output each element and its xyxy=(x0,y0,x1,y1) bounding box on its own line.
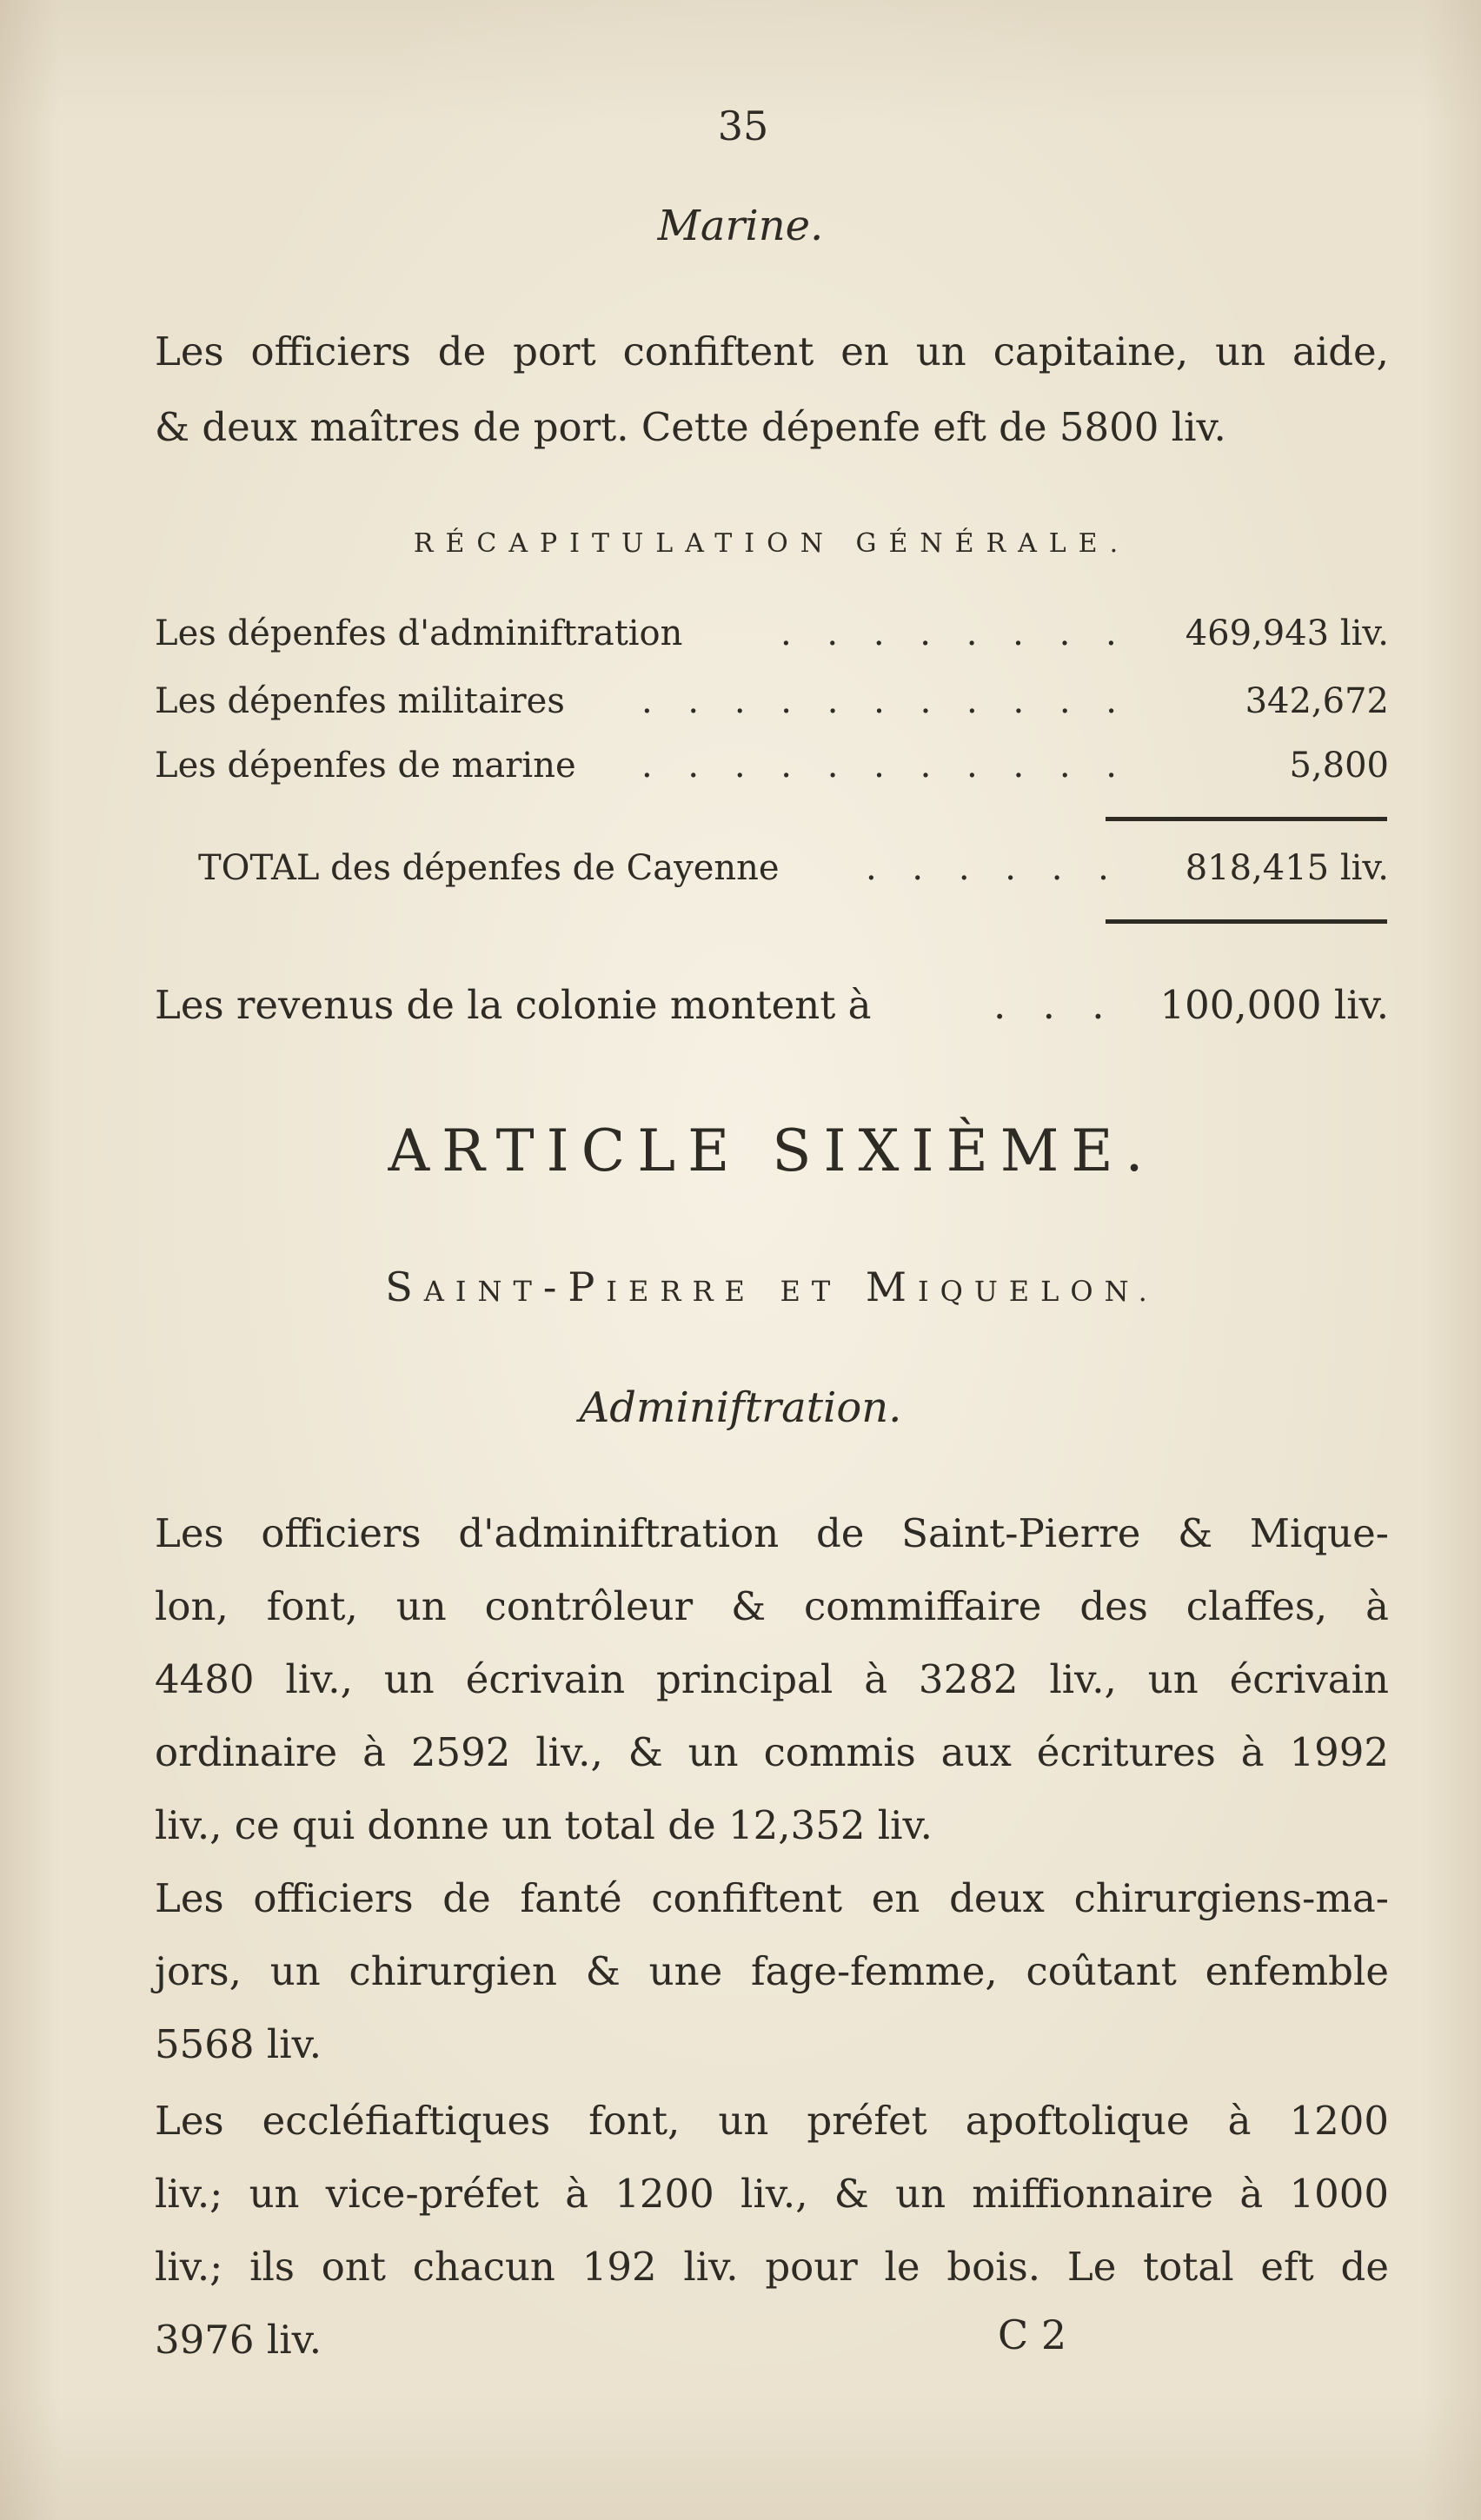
paragraph-line: jors, un chirurgien & une fage-femme, coûtant enfemble xyxy=(155,1948,1389,1994)
leader-dots: . . . . . . . . . . . xyxy=(641,746,1130,786)
paragraph-line: lon, font, un contrôleur & commiffaire des claffes, à xyxy=(155,1583,1389,1629)
recap-row-label: Les dépenfes de marine xyxy=(155,746,576,786)
recap-total-label: TOTAL des dépenfes de Cayenne xyxy=(198,848,780,888)
place-smallcaps: ET xyxy=(780,1275,842,1308)
paragraph-line: ordinaire à 2592 liv., & un commis aux écritures à 1992 xyxy=(155,1729,1389,1775)
recap-row-value: 469,943 liv. xyxy=(1185,613,1389,653)
paragraph-line: Les officiers d'adminiftration de Saint-Pierre & Mique- xyxy=(155,1510,1389,1556)
place-initial: P xyxy=(568,1263,607,1310)
recap-row-military xyxy=(155,681,1389,733)
marine-line-1: Les officiers de port confiftent en un capitaine, un aide, xyxy=(155,328,1389,375)
total-rule xyxy=(1106,919,1387,924)
recap-row-administration xyxy=(155,613,1389,666)
place-heading xyxy=(155,1263,1389,1310)
place-initial: M xyxy=(865,1263,918,1310)
place-smallcaps: IQUELON. xyxy=(917,1275,1159,1308)
revenue-row xyxy=(155,982,1389,1043)
place-smallcaps: AINT xyxy=(423,1275,543,1308)
page-number: 35 xyxy=(717,103,769,149)
revenue-label: Les revenus de la colonie montent à xyxy=(155,982,872,1028)
signature-mark: C 2 xyxy=(998,2311,1067,2358)
recap-total-value: 818,415 liv. xyxy=(1185,848,1389,888)
paragraph-line: 3976 liv. xyxy=(155,2317,322,2363)
recap-row-value: 5,800 xyxy=(1289,746,1389,786)
administration-heading: Adminiftration. xyxy=(579,1383,902,1432)
article-heading: ARTICLE SIXIÈME. xyxy=(388,1117,1156,1184)
recap-row-value: 342,672 xyxy=(1245,681,1389,721)
paragraph-line: Les eccléfiaftiques font, un préfet apoftolique à 1200 xyxy=(155,2098,1389,2144)
sum-rule xyxy=(1106,817,1387,821)
place-smallcaps: IERRE xyxy=(606,1275,756,1308)
revenue-value: 100,000 liv. xyxy=(1159,982,1389,1028)
leader-dots: . . . . . . xyxy=(866,848,1121,888)
marine-heading: Marine. xyxy=(657,202,824,250)
leader-dots: . . . xyxy=(993,982,1117,1028)
recap-total-row xyxy=(155,848,1389,900)
paragraph-line: 4480 liv., un écrivain principal à 3282 liv., un écrivain xyxy=(155,1656,1389,1702)
recapitulation-heading: RÉCAPITULATION GÉNÉRALE. xyxy=(413,528,1131,559)
marine-line-2: & deux maîtres de port. Cette dépenfe eft de 5800 liv. xyxy=(155,404,1226,450)
leader-dots: . . . . . . . . xyxy=(780,613,1129,653)
paragraph-line: liv.; ils ont chacun 192 liv. pour le bois. Le total eft de xyxy=(155,2244,1389,2290)
place-initial: S xyxy=(385,1263,424,1310)
paragraph-line: liv.; un vice-préfet à 1200 liv., & un miffionnaire à 1000 xyxy=(155,2171,1389,2217)
recap-row-label: Les dépenfes d'adminiftration xyxy=(155,613,683,653)
place-dash: - xyxy=(542,1263,568,1310)
leader-dots: . . . . . . . . . . . xyxy=(641,681,1130,721)
paragraph-line: Les officiers de fanté confiftent en deux chirurgiens-ma- xyxy=(155,1875,1389,1921)
paragraph-line: 5568 liv. xyxy=(155,2021,322,2067)
recap-row-label: Les dépenfes militaires xyxy=(155,681,565,721)
paragraph-line: liv., ce qui donne un total de 12,352 liv. xyxy=(155,1802,933,1848)
recap-row-marine xyxy=(155,746,1389,798)
